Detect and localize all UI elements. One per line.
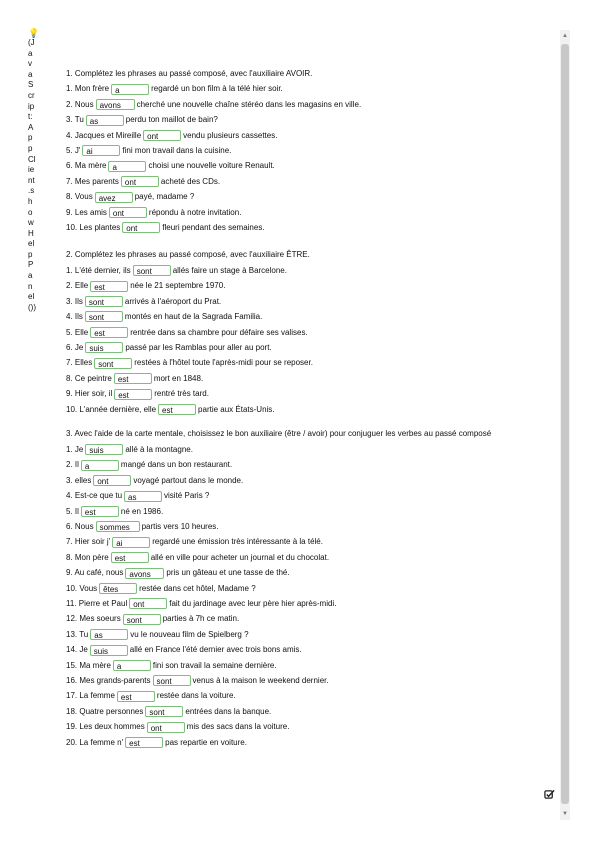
item-completion: restées à l'hôtel toute l'après-midi pour se reposer. — [134, 358, 313, 368]
answer-input[interactable]: ont — [129, 598, 167, 609]
answer-input[interactable]: est — [90, 327, 128, 338]
item-completion: partie aux États-Unis. — [198, 404, 275, 414]
help-link-char[interactable]: Cl — [28, 154, 36, 164]
item-completion: allé en ville pour acheter un journal et du chocolat. — [150, 552, 330, 562]
exercise-item — [66, 81, 524, 96]
item-completion: mis des sacs dans la voiture. — [186, 722, 290, 732]
exercise-item — [66, 220, 524, 235]
answer-input[interactable]: ai — [82, 145, 120, 156]
section3-list — [66, 442, 524, 750]
answer-input[interactable]: avez — [95, 192, 133, 203]
item-completion: allé à la montagne. — [125, 444, 193, 454]
answer-input[interactable]: sont — [85, 296, 123, 307]
help-link-char[interactable]: t: — [28, 112, 33, 122]
exercise-item — [66, 550, 524, 565]
item-prompt: 8. Mon père — [66, 552, 109, 562]
item-prompt: 8. Ce peintre — [66, 373, 112, 383]
help-link-char[interactable]: a — [28, 48, 33, 58]
item-prompt: 1. L'été dernier, ils — [66, 265, 131, 275]
answer-input[interactable]: sont — [94, 358, 132, 369]
help-link-char[interactable]: (J — [28, 38, 35, 47]
scroll-up-arrow-icon[interactable]: ▲ — [562, 33, 568, 39]
exercise-item — [66, 673, 524, 688]
lightbulb-icon[interactable]: 💡 — [28, 28, 40, 38]
answer-input[interactable]: ont — [109, 207, 147, 218]
exercise-item — [66, 719, 524, 734]
answer-input[interactable]: ont — [143, 130, 181, 141]
item-completion: rentrée dans sa chambre pour défaire ses valises. — [130, 327, 308, 337]
help-link-char[interactable]: h — [28, 196, 33, 206]
answer-input[interactable]: est — [114, 373, 152, 384]
item-completion: restée dans cet hôtel, Madame ? — [139, 583, 256, 593]
answer-input[interactable]: as — [86, 115, 124, 126]
help-panel-link[interactable] — [28, 28, 42, 313]
section1-list — [66, 81, 524, 235]
item-prompt: 3. Tu — [66, 115, 84, 125]
help-link-char[interactable]: ie — [28, 165, 35, 175]
answer-input[interactable]: suis — [85, 444, 123, 455]
exercise-item — [66, 534, 524, 549]
item-prompt: 9. Hier soir, il — [66, 389, 113, 399]
answer-input[interactable]: sont — [145, 706, 183, 717]
item-prompt: 6. Je — [66, 342, 84, 352]
answer-input[interactable]: est — [125, 737, 163, 748]
help-link-char[interactable]: A — [28, 122, 34, 132]
item-completion: acheté des CDs. — [160, 176, 221, 186]
item-prompt: 15. Ma mère — [66, 660, 111, 670]
item-completion: pris un gâteau et une tasse de thé. — [166, 568, 290, 578]
item-completion: regardé une émission très intéressante à la télé. — [152, 537, 323, 547]
answer-input[interactable]: ont — [122, 222, 160, 233]
item-completion: regardé un bon film à la télé hier soir. — [151, 84, 283, 94]
answer-input[interactable]: avons — [125, 568, 164, 579]
help-link-char[interactable]: v — [28, 59, 32, 69]
exercise-item — [66, 340, 524, 355]
item-prompt: 11. Pierre et Paul — [66, 599, 128, 608]
help-link-char[interactable]: H — [28, 228, 34, 238]
answer-input[interactable]: est — [117, 691, 155, 702]
item-prompt: 5. Il — [66, 506, 79, 516]
exercise-item — [66, 143, 524, 158]
item-prompt: 10. Les plantes — [66, 223, 121, 233]
check-edit-icon[interactable] — [544, 789, 555, 800]
item-completion: mangé dans un bon restaurant. — [120, 460, 233, 470]
answer-input[interactable]: a — [111, 84, 149, 95]
exercise-item — [66, 704, 524, 719]
exercise-content — [66, 66, 524, 750]
answer-input[interactable]: ont — [121, 176, 159, 187]
item-completion: perdu ton maillot de bain? — [125, 115, 218, 125]
item-completion: montés en haut de la Sagrada Familia. — [124, 312, 263, 322]
exercise-item — [66, 205, 524, 220]
item-completion: allé en France l'été dernier avec trois bons amis. — [129, 645, 302, 655]
item-prompt: 13. Tu — [66, 629, 89, 639]
answer-input[interactable]: as — [124, 491, 162, 502]
help-link-char[interactable]: w — [28, 218, 34, 228]
exercise-item — [66, 112, 524, 127]
exercise-item — [66, 128, 524, 143]
item-completion: vu le nouveau film de Spielberg ? — [130, 629, 249, 639]
help-link-char[interactable]: el — [28, 292, 35, 302]
exercise-item — [66, 457, 524, 472]
item-completion: parties à 7h ce matin. — [162, 614, 240, 624]
item-completion: vendu plusieurs cassettes. — [183, 130, 278, 140]
help-link-char[interactable]: a — [28, 69, 33, 79]
answer-input[interactable]: avons — [96, 99, 135, 110]
vertical-scrollbar[interactable] — [560, 30, 570, 820]
item-completion: payé, madame ? — [134, 192, 195, 202]
item-completion: partis vers 10 heures. — [141, 521, 219, 531]
item-prompt: 8. Vous — [66, 192, 93, 202]
item-prompt: 7. Hier soir j' — [66, 537, 111, 547]
section3-heading: 3. Avec l'aide de la carte mentale, choisissez le bon auxiliaire (être / avoir) pour conjuguer les verbes au passé composé — [66, 428, 492, 438]
help-link-char[interactable]: p — [28, 249, 33, 259]
answer-input[interactable]: ai — [112, 537, 150, 548]
exercise-item — [66, 158, 524, 173]
item-prompt: 2. Il — [66, 460, 79, 470]
exercise-item — [66, 325, 524, 340]
exercise-item — [66, 371, 524, 386]
item-prompt: 9. Au café, nous — [66, 568, 124, 578]
item-prompt: 6. Nous — [66, 521, 94, 531]
help-link-char[interactable]: p — [28, 133, 33, 143]
item-completion: entrées dans la banque. — [185, 706, 272, 716]
item-prompt: 17. La femme — [66, 691, 115, 701]
exercise-item — [66, 189, 524, 204]
item-completion: restée dans la voiture. — [156, 691, 236, 701]
exercise-item — [66, 355, 524, 370]
item-prompt: 12. Mes soeurs — [66, 614, 121, 624]
exercise-item — [66, 309, 524, 324]
answer-input[interactable]: a — [81, 460, 119, 471]
item-prompt: 14. Je — [66, 645, 88, 655]
answer-input[interactable]: ont — [93, 475, 131, 486]
section2-heading: 2. Complétez les phrases au passé composé, avec l'auxiliaire ÊTRE. — [66, 250, 310, 260]
item-completion: né en 1986. — [120, 506, 164, 516]
item-prompt: 5. Elle — [66, 327, 89, 337]
answer-input[interactable]: est — [111, 552, 149, 563]
help-link-char[interactable]: cr — [28, 90, 35, 100]
exercise-item — [66, 386, 524, 401]
exercise-item — [66, 658, 524, 673]
exercise-item — [66, 263, 524, 278]
help-link-char[interactable]: ip — [28, 101, 35, 111]
item-completion: née le 21 septembre 1970. — [130, 281, 226, 291]
exercise-item — [66, 402, 524, 417]
help-link-char[interactable]: .s — [28, 186, 35, 196]
help-link-char[interactable]: el — [28, 239, 35, 249]
help-link-char[interactable]: o — [28, 207, 33, 217]
item-prompt: 3. Ils — [66, 296, 83, 306]
answer-input[interactable]: sont — [153, 675, 191, 686]
item-completion: allés faire un stage à Barcelone. — [172, 265, 287, 275]
help-panel-link-text[interactable] — [28, 38, 42, 313]
item-prompt: 5. J' — [66, 146, 81, 156]
item-prompt: 7. Elles — [66, 358, 93, 368]
answer-input[interactable]: suis — [90, 645, 128, 656]
scrollbar-thumb[interactable] — [561, 44, 569, 804]
item-prompt: 2. Nous — [66, 99, 94, 109]
help-link-char[interactable]: ()) — [28, 302, 36, 312]
exercise-item — [66, 735, 524, 750]
answer-input[interactable]: est — [158, 404, 196, 415]
item-prompt: 18. Quatre personnes — [66, 706, 144, 716]
help-link-char[interactable]: p — [28, 143, 33, 153]
item-prompt: 20. La femme n' — [66, 737, 124, 747]
item-completion: fait du jardinage avec leur père hier après-midi. — [169, 599, 337, 608]
exercise-item — [66, 442, 524, 457]
exercise-item — [66, 504, 524, 519]
answer-input[interactable]: suis — [85, 342, 123, 353]
item-prompt: 10. L'année dernière, elle — [66, 404, 157, 414]
section2-list — [66, 263, 524, 417]
item-prompt: 6. Ma mère — [66, 161, 107, 171]
item-prompt: 2. Elle — [66, 281, 89, 291]
item-completion: pas repartie en voiture. — [165, 737, 247, 747]
answer-input[interactable]: sont — [133, 265, 171, 276]
item-completion: mort en 1848. — [153, 373, 204, 383]
item-prompt: 10. Vous — [66, 583, 98, 593]
exercise-item — [66, 473, 524, 488]
item-prompt: 4. Jacques et Mireille — [66, 130, 142, 140]
exercise-item — [66, 488, 524, 503]
exercise-item — [66, 642, 524, 657]
item-completion: visité Paris ? — [164, 491, 210, 501]
item-completion: répondu à notre invitation. — [148, 207, 242, 217]
answer-input[interactable]: ont — [147, 722, 185, 733]
item-completion: venus à la maison le weekend dernier. — [192, 676, 329, 686]
exercise-item — [66, 174, 524, 189]
answer-input[interactable]: a — [108, 161, 146, 172]
item-prompt: 1. Je — [66, 444, 84, 454]
help-link-char[interactable]: P — [28, 260, 34, 270]
answer-input[interactable]: est — [90, 281, 128, 292]
exercise-item — [66, 519, 524, 534]
item-prompt: 16. Mes grands-parents — [66, 676, 151, 686]
answer-input[interactable]: as — [90, 629, 128, 640]
answer-input[interactable]: a — [113, 660, 151, 671]
item-prompt: 1. Mon frère — [66, 84, 110, 94]
exercise-item — [66, 688, 524, 703]
exercise-item — [66, 278, 524, 293]
answer-input[interactable]: sont — [123, 614, 161, 625]
item-completion: cherché une nouvelle chaîne stéréo dans les magasins en ville. — [136, 99, 362, 109]
exercise-item — [66, 627, 524, 642]
item-completion: fini son travail la semaine dernière. — [152, 660, 277, 670]
answer-input[interactable]: êtes — [99, 583, 137, 594]
item-prompt: 3. elles — [66, 475, 92, 485]
item-completion: rentré très tard. — [154, 389, 209, 399]
answer-input[interactable]: sommes — [96, 521, 140, 532]
exercise-item — [66, 611, 524, 626]
item-prompt: 9. Les amis — [66, 207, 107, 217]
help-link-char[interactable]: S — [28, 80, 34, 90]
item-prompt: 4. Est-ce que tu — [66, 491, 123, 501]
exercise-item — [66, 294, 524, 309]
item-completion: fini mon travail dans la cuisine. — [122, 146, 232, 156]
answer-input[interactable]: sont — [85, 311, 123, 322]
item-prompt: 4. Ils — [66, 312, 83, 322]
exercise-item — [66, 97, 524, 112]
item-prompt: 19. Les deux hommes — [66, 722, 145, 732]
item-completion: passé par les Ramblas pour aller au port. — [125, 342, 272, 352]
section1-heading: 1. Complétez les phrases au passé composé, avec l'auxiliaire AVOIR. — [66, 69, 313, 78]
exercise-item — [66, 596, 524, 611]
help-link-char[interactable]: a — [28, 271, 33, 281]
scroll-down-arrow-icon[interactable]: ▼ — [562, 811, 568, 817]
item-completion: fleuri pendant des semaines. — [162, 223, 265, 233]
item-completion: choisi une nouvelle voiture Renault. — [148, 161, 275, 171]
item-completion: voyagé partout dans le monde. — [133, 475, 244, 485]
help-link-char[interactable]: nt — [28, 175, 35, 185]
exercise-item — [66, 565, 524, 580]
help-link-char[interactable]: n — [28, 281, 33, 291]
item-prompt: 7. Mes parents — [66, 176, 119, 186]
answer-input[interactable]: est — [81, 506, 119, 517]
exercise-item — [66, 581, 524, 596]
item-completion: arrivés à l'aéroport du Prat. — [124, 296, 222, 306]
answer-input[interactable]: est — [114, 389, 152, 400]
